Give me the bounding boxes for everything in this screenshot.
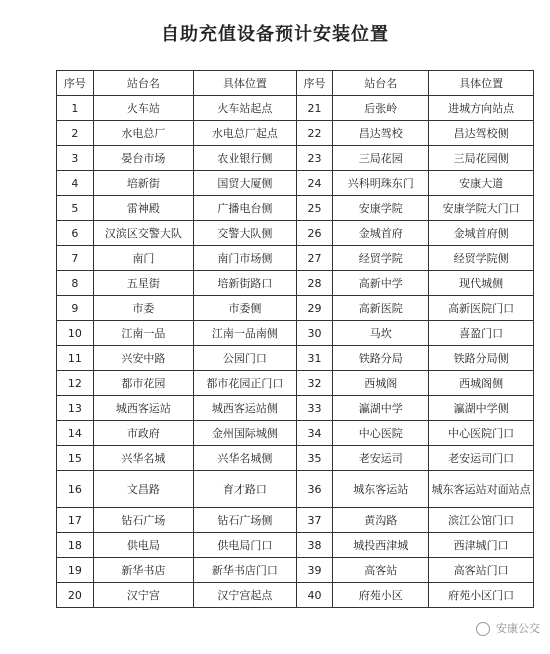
table-row bbox=[57, 96, 534, 121]
page-title: 自助充值设备预计安装位置 bbox=[161, 24, 389, 45]
table-cell: 兴华名城侧 bbox=[194, 446, 297, 471]
table-row bbox=[57, 121, 534, 146]
table-cell: 市政府 bbox=[93, 421, 193, 446]
table-cell: 公园门口 bbox=[194, 346, 297, 371]
table-cell: 昌达驾校侧 bbox=[429, 121, 534, 146]
table-row bbox=[57, 271, 534, 296]
table-cell: 13 bbox=[57, 396, 94, 421]
table-cell: 市委 bbox=[93, 296, 193, 321]
table-cell: 汉滨区交警大队 bbox=[93, 221, 193, 246]
table-cell: 喜盈门口 bbox=[429, 321, 534, 346]
column-header: 序号 bbox=[57, 71, 94, 96]
table-row bbox=[57, 296, 534, 321]
table-cell: 5 bbox=[57, 196, 94, 221]
table-cell: 经贸学院侧 bbox=[429, 246, 534, 271]
table-cell: 黄沟路 bbox=[333, 508, 429, 533]
table-cell: 城西客运站 bbox=[93, 396, 193, 421]
table-cell: 38 bbox=[296, 533, 333, 558]
table-cell: 进城方向站点 bbox=[429, 96, 534, 121]
table-row bbox=[57, 471, 534, 508]
table-cell: 府苑小区门口 bbox=[429, 583, 534, 608]
table-cell: 钻石广场侧 bbox=[194, 508, 297, 533]
table-cell: 40 bbox=[296, 583, 333, 608]
table-cell: 2 bbox=[57, 121, 94, 146]
table-cell: 兴科明珠东门 bbox=[333, 171, 429, 196]
table-cell: 现代城侧 bbox=[429, 271, 534, 296]
table-cell: 金城首府侧 bbox=[429, 221, 534, 246]
table-cell: 南门市场侧 bbox=[194, 246, 297, 271]
column-header: 具体位置 bbox=[194, 71, 297, 96]
table-row bbox=[57, 346, 534, 371]
table-cell: 铁路分局侧 bbox=[429, 346, 534, 371]
watermark bbox=[476, 620, 541, 636]
table-cell: 高新中学 bbox=[333, 271, 429, 296]
table-cell: 滨江公馆门口 bbox=[429, 508, 534, 533]
table-cell: 都市花园正门口 bbox=[194, 371, 297, 396]
table-cell: 文昌路 bbox=[93, 471, 193, 508]
table-cell: 20 bbox=[57, 583, 94, 608]
table-row bbox=[57, 533, 534, 558]
table-cell: 高新医院 bbox=[333, 296, 429, 321]
table-cell: 国贸大厦侧 bbox=[194, 171, 297, 196]
table-cell: 城东客运站对面站点 bbox=[429, 471, 534, 508]
column-header: 站台名 bbox=[333, 71, 429, 96]
table-cell: 21 bbox=[296, 96, 333, 121]
table-cell: 城投西津城 bbox=[333, 533, 429, 558]
table-cell: 新华书店门口 bbox=[194, 558, 297, 583]
column-header: 具体位置 bbox=[429, 71, 534, 96]
table-row bbox=[57, 371, 534, 396]
table-cell: 水电总厂起点 bbox=[194, 121, 297, 146]
table-cell: 铁路分局 bbox=[333, 346, 429, 371]
wechat-icon bbox=[476, 622, 490, 636]
table-cell: 老安运司门口 bbox=[429, 446, 534, 471]
table-cell: 市委侧 bbox=[194, 296, 297, 321]
table-cell: 供电局门口 bbox=[194, 533, 297, 558]
table-cell: 汉宁宫 bbox=[93, 583, 193, 608]
table-cell: 8 bbox=[57, 271, 94, 296]
location-table bbox=[56, 70, 534, 608]
table-row bbox=[57, 196, 534, 221]
table-cell: 马坎 bbox=[333, 321, 429, 346]
table-cell: 昌达驾校 bbox=[333, 121, 429, 146]
table-cell: 瀛湖中学 bbox=[333, 396, 429, 421]
table-cell: 农业银行侧 bbox=[194, 146, 297, 171]
table-cell: 32 bbox=[296, 371, 333, 396]
table-cell: 西城阁 bbox=[333, 371, 429, 396]
table-cell: 1 bbox=[57, 96, 94, 121]
table-cell: 高客站 bbox=[333, 558, 429, 583]
table-row bbox=[57, 446, 534, 471]
table-cell: 26 bbox=[296, 221, 333, 246]
table-cell: 3 bbox=[57, 146, 94, 171]
table-cell: 三局花园侧 bbox=[429, 146, 534, 171]
table-cell: 27 bbox=[296, 246, 333, 271]
table-cell: 金州国际城侧 bbox=[194, 421, 297, 446]
table-cell: 6 bbox=[57, 221, 94, 246]
column-header: 序号 bbox=[296, 71, 333, 96]
table-cell: 18 bbox=[57, 533, 94, 558]
table-cell: 12 bbox=[57, 371, 94, 396]
watermark-text: 安康公交 bbox=[496, 622, 540, 635]
table-cell: 培新街路口 bbox=[194, 271, 297, 296]
table-cell: 31 bbox=[296, 346, 333, 371]
table-cell: 经贸学院 bbox=[333, 246, 429, 271]
table-cell: 安康学院大门口 bbox=[429, 196, 534, 221]
table-cell: 11 bbox=[57, 346, 94, 371]
table-cell: 府苑小区 bbox=[333, 583, 429, 608]
table-cell: 晏台市场 bbox=[93, 146, 193, 171]
table-cell: 金城首府 bbox=[333, 221, 429, 246]
table-row bbox=[57, 396, 534, 421]
table-row bbox=[57, 558, 534, 583]
table-cell: 中心医院门口 bbox=[429, 421, 534, 446]
table-cell: 雷神殿 bbox=[93, 196, 193, 221]
table-cell: 育才路口 bbox=[194, 471, 297, 508]
table-cell: 兴华名城 bbox=[93, 446, 193, 471]
table-cell: 24 bbox=[296, 171, 333, 196]
table-cell: 西城阁侧 bbox=[429, 371, 534, 396]
table-cell: 老安运司 bbox=[333, 446, 429, 471]
table-row bbox=[57, 246, 534, 271]
column-header: 站台名 bbox=[93, 71, 193, 96]
table-cell: 安康学院 bbox=[333, 196, 429, 221]
table-cell: 西津城门口 bbox=[429, 533, 534, 558]
table-cell: 29 bbox=[296, 296, 333, 321]
table-cell: 三局花园 bbox=[333, 146, 429, 171]
table-cell: 都市花园 bbox=[93, 371, 193, 396]
table-cell: 39 bbox=[296, 558, 333, 583]
table-cell: 火车站 bbox=[93, 96, 193, 121]
table-cell: 安康大道 bbox=[429, 171, 534, 196]
table-cell: 高新医院门口 bbox=[429, 296, 534, 321]
table-cell: 中心医院 bbox=[333, 421, 429, 446]
table-cell: 汉宁宫起点 bbox=[194, 583, 297, 608]
table-cell: 供电局 bbox=[93, 533, 193, 558]
table-cell: 15 bbox=[57, 446, 94, 471]
table-row bbox=[57, 421, 534, 446]
table-cell: 30 bbox=[296, 321, 333, 346]
table-cell: 兴安中路 bbox=[93, 346, 193, 371]
table-cell: 钻石广场 bbox=[93, 508, 193, 533]
table-cell: 28 bbox=[296, 271, 333, 296]
table-cell: 高客站门口 bbox=[429, 558, 534, 583]
table-cell: 35 bbox=[296, 446, 333, 471]
table-cell: 36 bbox=[296, 471, 333, 508]
table-cell: 五星街 bbox=[93, 271, 193, 296]
table-cell: 23 bbox=[296, 146, 333, 171]
table-header-row bbox=[57, 71, 534, 96]
table-cell: 16 bbox=[57, 471, 94, 508]
table-cell: 25 bbox=[296, 196, 333, 221]
table-row bbox=[57, 583, 534, 608]
table-row bbox=[57, 221, 534, 246]
table-cell: 江南一品南侧 bbox=[194, 321, 297, 346]
table-cell: 交警大队侧 bbox=[194, 221, 297, 246]
table-cell: 14 bbox=[57, 421, 94, 446]
table-cell: 22 bbox=[296, 121, 333, 146]
table-row bbox=[57, 508, 534, 533]
table-cell: 南门 bbox=[93, 246, 193, 271]
table-cell: 江南一品 bbox=[93, 321, 193, 346]
table-cell: 后张岭 bbox=[333, 96, 429, 121]
table-cell: 瀛湖中学侧 bbox=[429, 396, 534, 421]
table-cell: 37 bbox=[296, 508, 333, 533]
table-cell: 4 bbox=[57, 171, 94, 196]
table-row bbox=[57, 171, 534, 196]
table-cell: 33 bbox=[296, 396, 333, 421]
table-cell: 新华书店 bbox=[93, 558, 193, 583]
table-cell: 10 bbox=[57, 321, 94, 346]
table-cell: 广播电台侧 bbox=[194, 196, 297, 221]
table-cell: 7 bbox=[57, 246, 94, 271]
table-cell: 火车站起点 bbox=[194, 96, 297, 121]
table-cell: 19 bbox=[57, 558, 94, 583]
table-row bbox=[57, 146, 534, 171]
table-cell: 34 bbox=[296, 421, 333, 446]
table-cell: 培新街 bbox=[93, 171, 193, 196]
table-cell: 城东客运站 bbox=[333, 471, 429, 508]
table-cell: 城西客运站侧 bbox=[194, 396, 297, 421]
table-cell: 水电总厂 bbox=[93, 121, 193, 146]
table-cell: 17 bbox=[57, 508, 94, 533]
table-cell: 9 bbox=[57, 296, 94, 321]
table-row bbox=[57, 321, 534, 346]
